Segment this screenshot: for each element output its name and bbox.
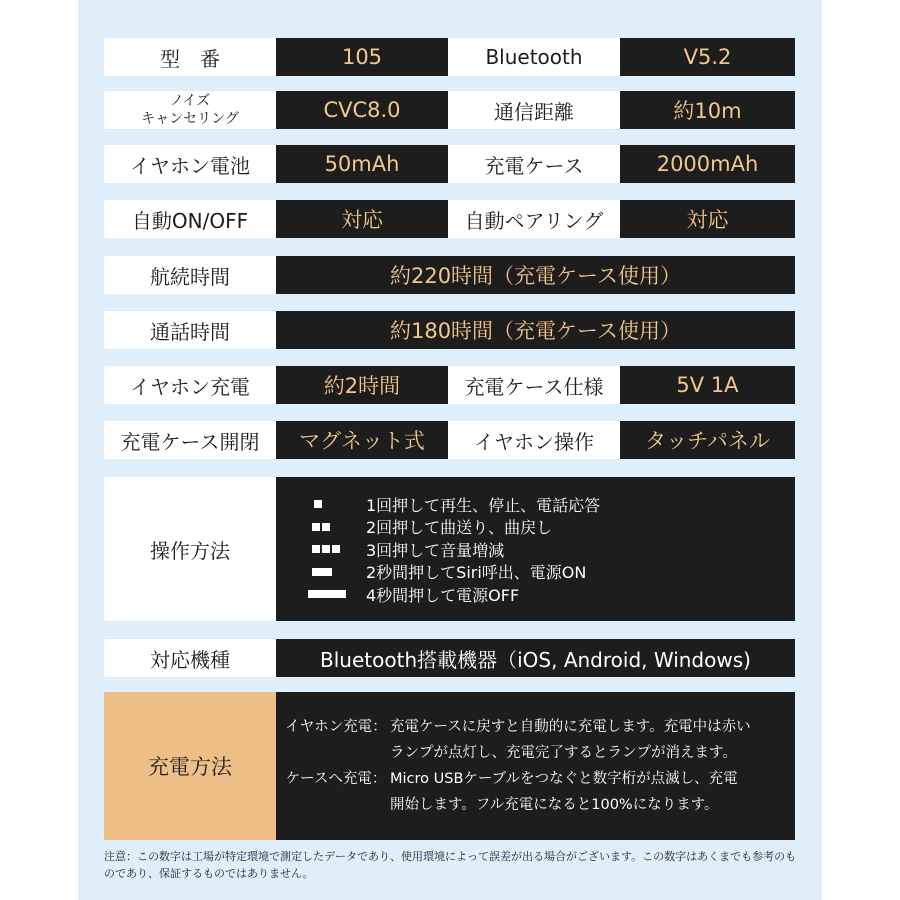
single-press-icon bbox=[312, 500, 366, 508]
talktime-label: 通話時間 bbox=[104, 311, 276, 349]
earphone-charge-value: 約2時間 bbox=[276, 366, 448, 404]
bluetooth-value: V5.2 bbox=[620, 38, 795, 76]
spec-row-battery bbox=[104, 145, 795, 183]
charging-line: 開始します。フル充電になると100%になります。 bbox=[390, 797, 719, 813]
operation-text: 1回押して再生、停止、電話応答 bbox=[366, 495, 601, 515]
operation-item bbox=[312, 538, 504, 561]
short-hold-icon bbox=[312, 568, 366, 576]
range-value: 約10m bbox=[620, 91, 795, 129]
operation-item bbox=[312, 493, 600, 516]
spec-row-model bbox=[104, 38, 795, 76]
charging-line: ケースへ充電： Micro USBケーブルをつなぐと数字桁が点滅し、充電 bbox=[285, 771, 738, 787]
operation-text: 4秒間押して電源OFF bbox=[366, 585, 520, 605]
earphone-control-value: タッチパネル bbox=[620, 421, 795, 459]
spec-row-auto bbox=[104, 200, 795, 238]
case-open-value: マグネット式 bbox=[276, 421, 448, 459]
auto-pairing-value: 対応 bbox=[620, 200, 795, 238]
bluetooth-label: Bluetooth bbox=[448, 38, 620, 76]
talktime-value: 約180時間（充電ケース使用） bbox=[276, 311, 795, 349]
operation-block bbox=[104, 477, 795, 621]
charging-line: イヤホン充電： 充電ケースに戻すと自動的に充電します。充電中は赤い bbox=[285, 719, 751, 735]
compat-value: Bluetooth搭載機器（iOS, Android, Windows) bbox=[276, 639, 795, 677]
earphone-battery-label: イヤホン電池 bbox=[104, 145, 276, 183]
spec-row-charge bbox=[104, 366, 795, 404]
playtime-label: 航続時間 bbox=[104, 256, 276, 294]
operation-text: 2秒間押してSiri呼出、電源ON bbox=[366, 563, 587, 582]
spec-row-noise bbox=[104, 91, 795, 129]
triple-press-icon bbox=[312, 545, 366, 553]
case-spec-value: 5V 1A bbox=[620, 366, 795, 404]
case-battery-value: 2000mAh bbox=[620, 145, 795, 183]
model-value: 105 bbox=[276, 38, 448, 76]
compat-row bbox=[104, 639, 795, 677]
earphone-charge-label: イヤホン充電 bbox=[104, 366, 276, 404]
operation-label: 操作方法 bbox=[104, 477, 276, 621]
charging-block bbox=[104, 692, 795, 840]
operation-item bbox=[312, 515, 552, 538]
operation-item bbox=[312, 560, 586, 583]
auto-onoff-label: 自動ON/OFF bbox=[104, 200, 276, 238]
spec-row-playtime bbox=[104, 256, 795, 294]
case-battery-label: 充電ケース bbox=[448, 145, 620, 183]
disclaimer-note: 注意：この数字は工場が特定環境で測定したデータであり、使用環境によって誤差が出る場合がございます。この数字はあくまでも参考のものであり、保証するものではありません。 bbox=[104, 850, 797, 880]
range-label: 通信距離 bbox=[448, 91, 620, 129]
auto-onoff-value: 対応 bbox=[276, 200, 448, 238]
compat-label: 対応機種 bbox=[104, 639, 276, 677]
spec-row-open bbox=[104, 421, 795, 459]
case-spec-label: 充電ケース仕様 bbox=[448, 366, 620, 404]
spec-row-talktime bbox=[104, 311, 795, 349]
charging-details bbox=[276, 692, 795, 840]
double-press-icon bbox=[312, 523, 366, 531]
operation-item bbox=[312, 583, 519, 606]
charging-line: ランプが点灯し、充電完了するとランプが消えます。 bbox=[390, 745, 737, 761]
earphone-battery-value: 50mAh bbox=[276, 145, 448, 183]
long-hold-icon bbox=[312, 590, 366, 598]
model-label: 型 番 bbox=[104, 38, 276, 76]
auto-pairing-label: 自動ペアリング bbox=[448, 200, 620, 238]
case-open-label: 充電ケース開閉 bbox=[104, 421, 276, 459]
noise-cancel-label: ノイズ キャンセリング bbox=[104, 91, 276, 129]
earphone-control-label: イヤホン操作 bbox=[448, 421, 620, 459]
operation-text: 2回押して曲送り、曲戻し bbox=[366, 518, 553, 537]
operation-list bbox=[276, 477, 795, 621]
noise-cancel-value: CVC8.0 bbox=[276, 91, 448, 129]
operation-text: 3回押して音量増減 bbox=[366, 540, 505, 560]
playtime-value: 約220時間（充電ケース使用） bbox=[276, 256, 795, 294]
charging-label: 充電方法 bbox=[104, 692, 276, 840]
